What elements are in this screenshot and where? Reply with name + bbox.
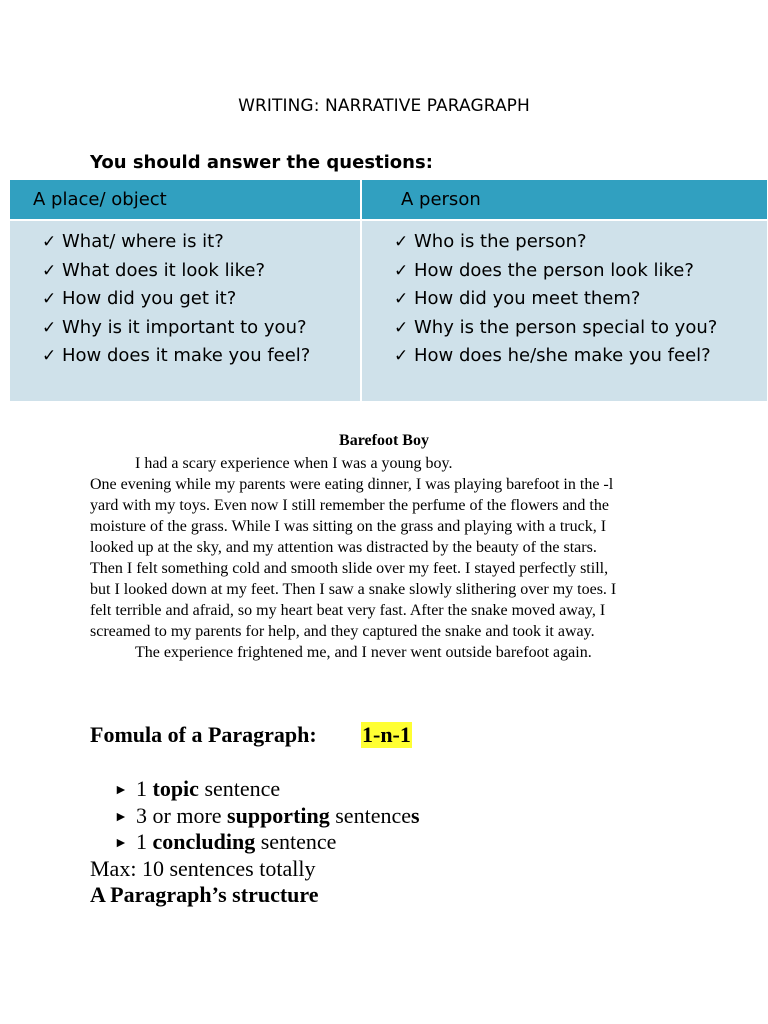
person-question-list [394,228,717,371]
checkmark-icon: ✓ [42,232,57,252]
header-person: A person [401,189,481,210]
list-item: ✓ Who is the person? [394,228,717,257]
passage-line: moisture of the grass. While I was sitting on the grass and playing with a truck, I [90,518,607,535]
header-place-object: A place/ object [33,189,167,210]
checkmark-icon: ✓ [42,260,57,281]
passage-title: Barefoot Boy [339,432,429,449]
structure-heading: A Paragraph’s structure [90,882,319,907]
passage-line: The experience frightened me, and I never went outside barefoot again. [135,644,592,661]
triangle-bullet-icon: ► [114,836,128,851]
formula-code-highlight: 1-n-1 [362,722,411,747]
checkmark-icon: ✓ [394,346,409,366]
list-item: ► 1 concluding sentence [114,829,420,856]
triangle-bullet-icon: ► [114,809,128,825]
checkmark-icon: ✓ [42,317,57,338]
list-item: ✓ How did you get it? [42,285,310,314]
checkmark-icon: ✓ [394,289,409,309]
sentence-structure-list [114,776,420,856]
passage-line: One evening while my parents were eating dinner, I was playing barefoot in the -l [90,476,614,493]
list-item: ✓ What does it look like? [42,257,310,286]
passage-line: I had a scary experience when I was a young boy. [135,455,453,472]
questions-table [10,180,767,401]
passage-line: Then I felt something cold and smooth slide over my feet. I stayed perfectly still, [90,560,609,577]
checkmark-icon: ✓ [42,346,57,366]
passage-line: yard with my toys. Even now I still remember the perfume of the flowers and the [90,497,609,514]
place-object-question-list [42,228,310,371]
list-item: ✓ Why is it important to you? [42,314,310,343]
passage-line: looked up at the sky, and my attention was distracted by the beauty of the stars. [90,539,597,556]
list-item: ► 1 topic sentence [114,776,420,803]
list-item: ✓ Why is the person special to you? [394,314,717,343]
list-item: ► 3 or more supporting sentences [114,803,420,830]
passage-line: felt terrible and afraid, so my heart beat very fast. After the snake moved away, I [90,602,606,619]
passage-line: but I looked down at my feet. Then I saw a snake slowly slithering over my toes. I [90,581,617,598]
instruction-text: You should answer the questions: [90,152,433,173]
passage-line: screamed to my parents for help, and they captured the snake and took it away. [90,623,595,640]
list-item: ✓ How did you meet them? [394,285,717,314]
column-divider [360,180,362,401]
checkmark-icon: ✓ [394,232,409,252]
list-item: ✓ How does he/she make you feel? [394,342,717,371]
passage-body [90,453,680,663]
max-sentences-note: Max: 10 sentences totally [90,856,316,881]
checkmark-icon: ✓ [394,317,409,338]
formula-label: Fomula of a Paragraph: [90,722,317,747]
list-item: ✓ How does the person look like? [394,257,717,286]
checkmark-icon: ✓ [42,289,57,309]
checkmark-icon: ✓ [394,260,409,281]
list-item: ✓ What/ where is it? [42,228,310,257]
list-item: ✓ How does it make you feel? [42,342,310,371]
document-title: WRITING: NARRATIVE PARAGRAPH [238,96,530,116]
triangle-bullet-icon: ► [114,783,128,798]
